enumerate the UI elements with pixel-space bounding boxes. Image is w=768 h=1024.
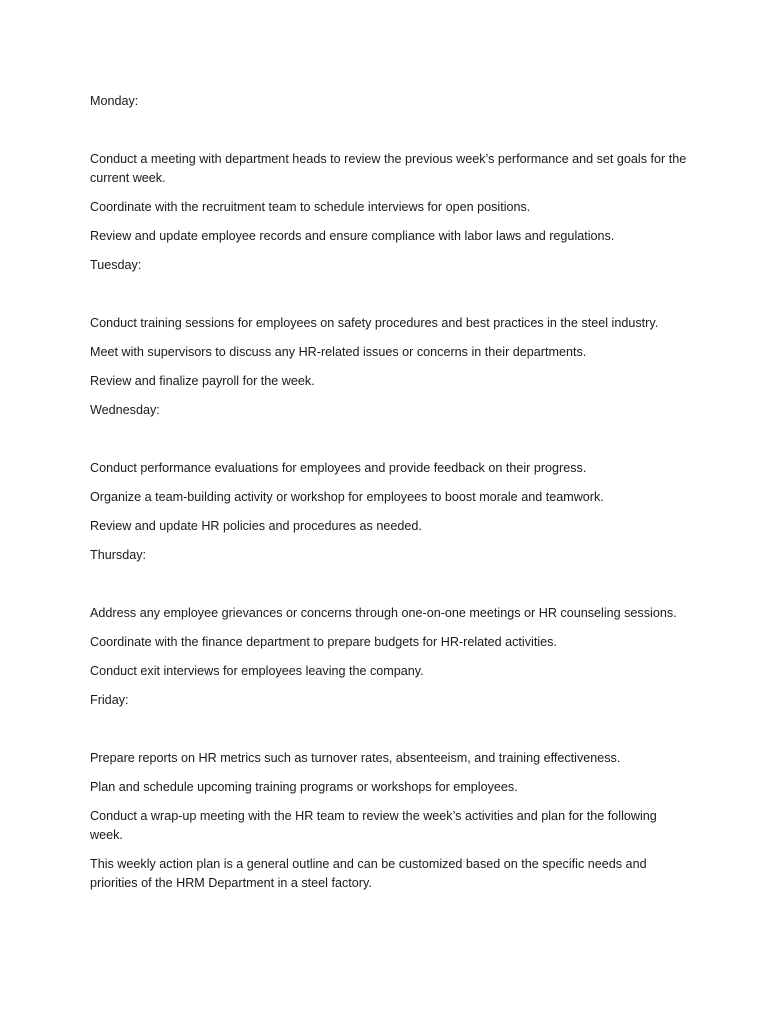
document-body xyxy=(90,92,690,903)
day-heading: Tuesday: xyxy=(90,258,142,272)
action-item: Conduct performance evaluations for employees and provide feedback on their progress. xyxy=(90,461,587,475)
day-heading: Monday: xyxy=(90,94,139,108)
day-heading: Wednesday: xyxy=(90,403,160,417)
day-section-thursday xyxy=(90,546,690,681)
action-item: Conduct exit interviews for employees leaving the company. xyxy=(90,664,424,678)
day-section-wednesday xyxy=(90,401,690,536)
action-item: Coordinate with the finance department to prepare budgets for HR-related activities. xyxy=(90,635,557,649)
action-item: Prepare reports on HR metrics such as turnover rates, absenteeism, and training effectiveness. xyxy=(90,751,621,765)
action-item: Address any employee grievances or concerns through one-on-one meetings or HR counseling sessions. xyxy=(90,606,677,620)
action-item: Conduct a wrap-up meeting with the HR team to review the week’s activities and plan for the following week. xyxy=(90,809,657,842)
action-item: Plan and schedule upcoming training programs or workshops for employees. xyxy=(90,780,518,794)
action-item: Conduct a meeting with department heads to review the previous week’s performance and set goals for the current week. xyxy=(90,152,687,185)
day-heading: Friday: xyxy=(90,693,129,707)
closing-note: This weekly action plan is a general outline and can be customized based on the specific needs and priorities of the HRM Department in a steel factory. xyxy=(90,857,647,890)
action-item: Review and finalize payroll for the week. xyxy=(90,374,315,388)
day-section-tuesday xyxy=(90,256,690,391)
day-section-monday xyxy=(90,92,690,246)
action-item: Review and update HR policies and procedures as needed. xyxy=(90,519,422,533)
action-item: Organize a team-building activity or workshop for employees to boost morale and teamwork. xyxy=(90,490,604,504)
action-item: Conduct training sessions for employees on safety procedures and best practices in the steel industry. xyxy=(90,316,659,330)
action-item: Meet with supervisors to discuss any HR-related issues or concerns in their departments. xyxy=(90,345,587,359)
day-heading: Thursday: xyxy=(90,548,146,562)
action-item: Review and update employee records and ensure compliance with labor laws and regulations. xyxy=(90,229,615,243)
action-item: Coordinate with the recruitment team to schedule interviews for open positions. xyxy=(90,200,531,214)
day-section-friday xyxy=(90,691,690,845)
